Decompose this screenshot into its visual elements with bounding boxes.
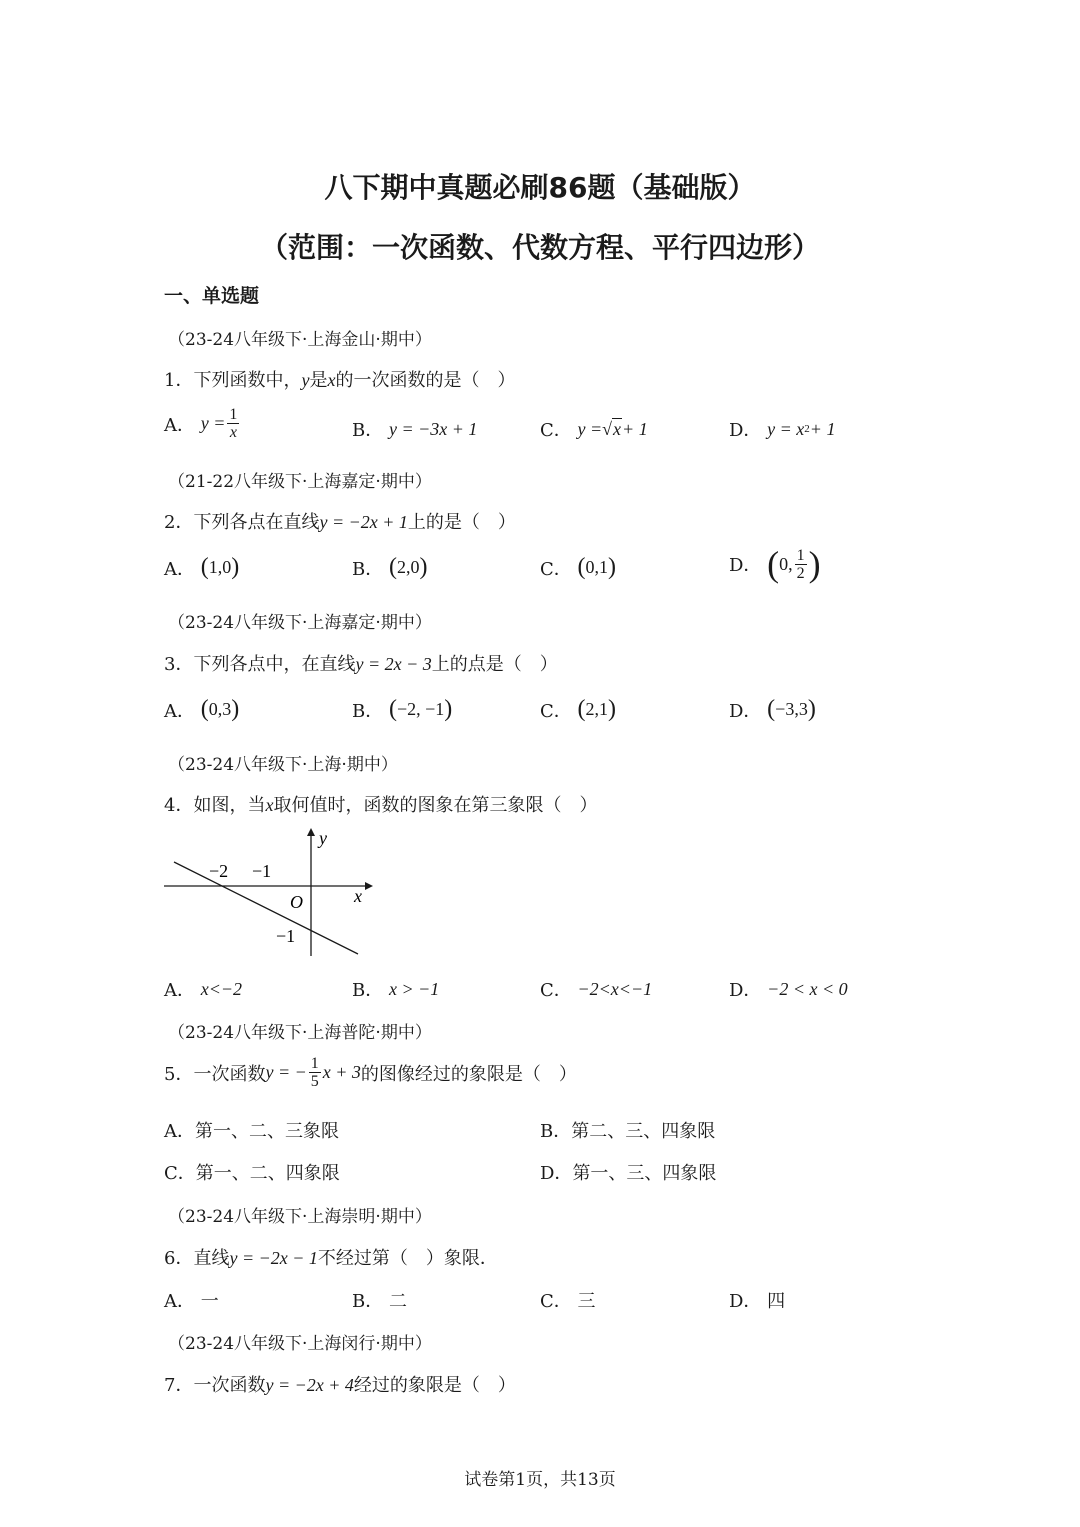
option-c: C． ( 0,1 ) bbox=[540, 554, 617, 580]
question-stem: 2．下列各点在直线y = −2x + 1上的是（ ） bbox=[164, 512, 516, 533]
option-a: A． y = $\frac{1}{x}$ bbox=[164, 406, 238, 441]
option-d: D． ( −3,3 ) bbox=[729, 696, 816, 722]
option-d: D． −2 < x < 0 bbox=[729, 978, 848, 1001]
question-source: （23-24八年级下·上海普陀·期中） bbox=[168, 1023, 432, 1043]
option-d: D． 四 bbox=[729, 1291, 786, 1312]
label-x-axis: x bbox=[354, 886, 362, 906]
question-stem: 3．下列各点中，在直线y = 2x − 3上的点是（ ） bbox=[164, 654, 558, 675]
page-footer: 试卷第1页，共13页 bbox=[464, 1470, 616, 1490]
option-c: C． y = √ x + 1 bbox=[540, 418, 648, 441]
question-stem: 5．一次函数 y = − $\frac{1}{5}$ x + 3 的图像经过的象限是（ ） bbox=[164, 1055, 577, 1090]
option-b: B． y = −3x + 1 bbox=[352, 418, 478, 441]
question-stem: 6．直线y = −2x − 1不经过第（ ）象限． bbox=[164, 1248, 498, 1269]
question-source: （21-22八年级下·上海嘉定·期中） bbox=[168, 472, 432, 492]
option-c: C． ( 2,1 ) bbox=[540, 696, 617, 722]
option-d: D． ( 0, $\frac{1}{2}$ ) bbox=[729, 544, 821, 584]
page-title: 八下期中真题必刷86题（基础版） bbox=[324, 171, 756, 204]
option-d: D． 第一、三、四象限 bbox=[540, 1163, 717, 1184]
label-origin: O bbox=[290, 892, 303, 912]
question-source: （23-24八年级下·上海嘉定·期中） bbox=[168, 613, 432, 633]
graph-figure bbox=[160, 826, 380, 966]
option-b: B． ( 2,0 ) bbox=[352, 554, 428, 580]
section-heading: 一、单选题 bbox=[164, 285, 260, 307]
option-a: A． ( 0,3 ) bbox=[164, 696, 240, 722]
label-neg1: −1 bbox=[252, 861, 272, 881]
option-a: A． x<−2 bbox=[164, 978, 243, 1001]
option-d: D． y = x 2 + 1 bbox=[729, 418, 836, 441]
question-source: （23-24八年级下·上海闵行·期中） bbox=[168, 1334, 432, 1354]
option-c: C． 三 bbox=[540, 1291, 596, 1312]
option-a: A． ( 1,0 ) bbox=[164, 554, 240, 580]
option-b: B． ( −2, −1 ) bbox=[352, 696, 453, 722]
label-neg2: −2 bbox=[209, 861, 229, 881]
option-b: B． x > −1 bbox=[352, 978, 440, 1001]
option-c: C． −2<x<−1 bbox=[540, 978, 653, 1001]
question-stem: 7．一次函数y = −2x + 4经过的象限是（ ） bbox=[164, 1375, 516, 1396]
label-y-neg1: −1 bbox=[276, 926, 296, 946]
question-source: （23-24八年级下·上海·期中） bbox=[168, 755, 398, 775]
question-stem: 4．如图，当x取何值时，函数的图象在第三象限（ ） bbox=[164, 795, 598, 816]
option-c: C． 第一、二、四象限 bbox=[164, 1163, 340, 1184]
page-subtitle: （范围：一次函数、代数方程、平行四边形） bbox=[259, 231, 820, 264]
option-b: B． 第二、三、四象限 bbox=[540, 1121, 716, 1142]
label-y-axis: y bbox=[319, 828, 327, 848]
question-source: （23-24八年级下·上海金山·期中） bbox=[168, 330, 432, 350]
question-stem: 1．下列函数中，y是x的一次函数的是（ ） bbox=[164, 370, 516, 391]
option-a: A． 一 bbox=[164, 1291, 219, 1312]
y-axis-arrow bbox=[307, 828, 315, 836]
question-source: （23-24八年级下·上海崇明·期中） bbox=[168, 1207, 432, 1227]
x-axis-arrow bbox=[365, 882, 373, 890]
option-a: A． 第一、二、三象限 bbox=[164, 1121, 339, 1142]
option-b: B． 二 bbox=[352, 1291, 407, 1312]
